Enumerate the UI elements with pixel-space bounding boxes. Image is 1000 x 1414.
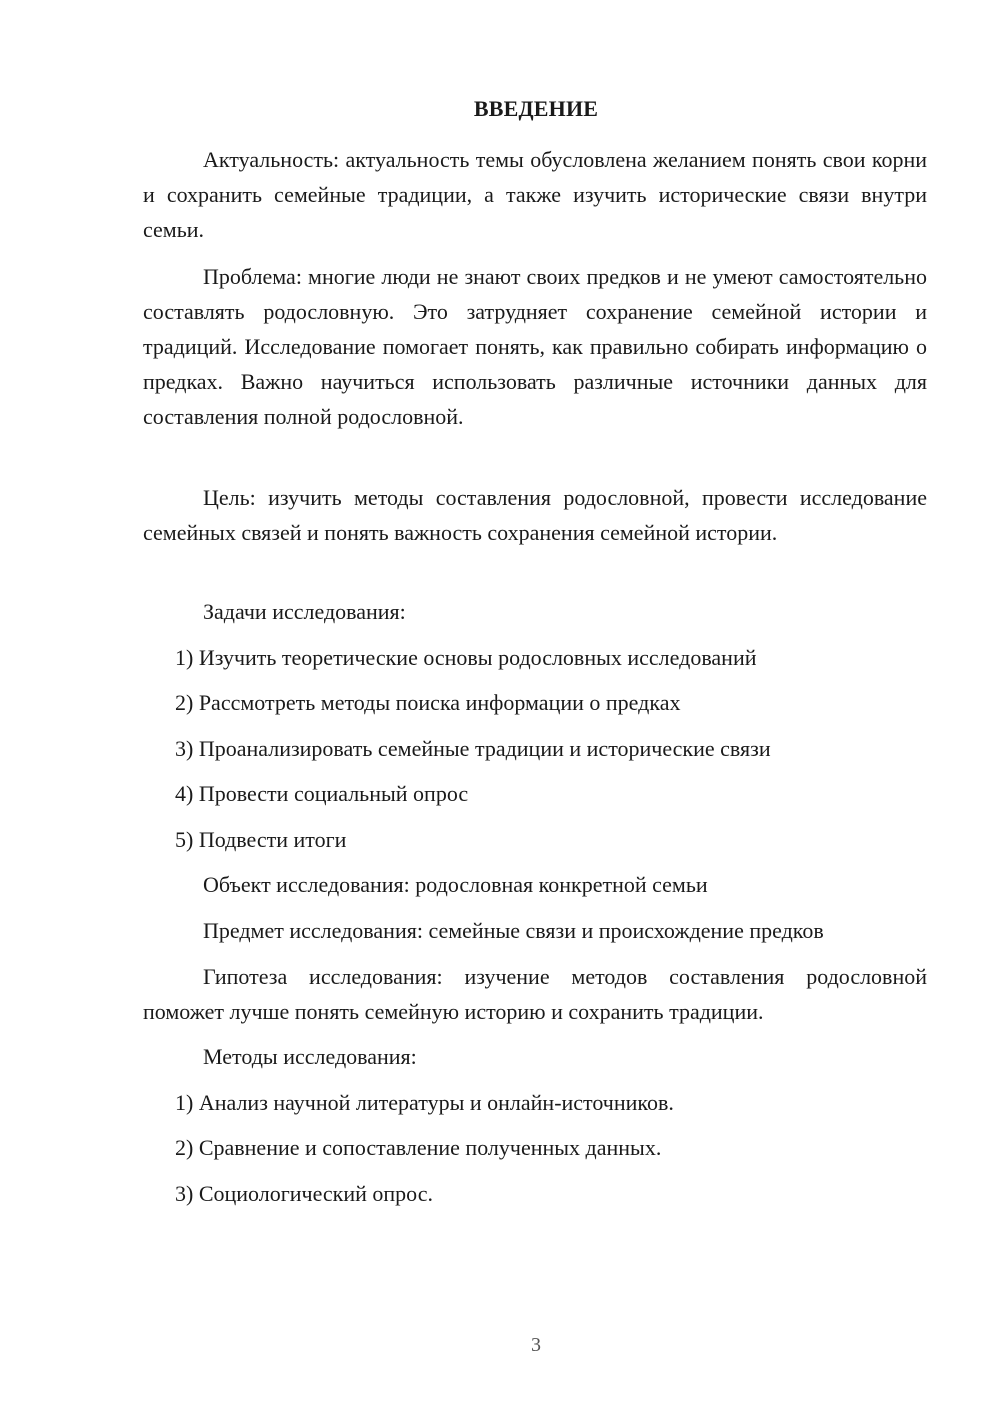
- methods-heading: Методы исследования:: [203, 1044, 417, 1069]
- page-number: 3: [531, 1334, 541, 1356]
- method-item: 2) Сравнение и сопоставление полученных данных.: [175, 1135, 662, 1160]
- task-item: 3) Проанализировать семейные традиции и исторические связи: [175, 736, 771, 761]
- section-title: ВВЕДЕНИЕ: [473, 96, 599, 121]
- hypothesis-paragraph: Гипотеза исследования: изучение методов составления родословной поможет лучше понять семейную историю и сохранить традиции.: [143, 964, 927, 1024]
- subject-line: Предмет исследования: семейные связи и происхождение предков: [203, 918, 824, 943]
- task-item: 4) Провести социальный опрос: [175, 781, 469, 806]
- object-line: Объект исследования: родословная конкретной семьи: [203, 872, 708, 897]
- goal-paragraph: Цель: изучить методы составления родословной, провести исследование семейных связей и понять важность сохранения семейной истории.: [143, 485, 927, 545]
- task-item: 1) Изучить теоретические основы родословных исследований: [175, 645, 757, 670]
- task-item: 5) Подвести итоги: [175, 827, 347, 852]
- method-item: 3) Социологический опрос.: [175, 1181, 433, 1206]
- method-item: 1) Анализ научной литературы и онлайн-источников.: [175, 1090, 674, 1115]
- tasks-heading: Задачи исследования:: [203, 599, 406, 624]
- task-item: 2) Рассмотреть методы поиска информации о предках: [175, 690, 681, 715]
- relevance-paragraph: Актуальность: актуальность темы обусловлена желанием понять свои корни и сохранить семейные традиции, а также изучить исторические связи внутри семьи.: [143, 147, 927, 242]
- problem-paragraph: Проблема: многие люди не знают своих предков и не умеют самостоятельно составлять родословную. Это затрудняет сохранение семейной истории и традиций. Исследование помогает понять, как правильно собирать информацию о предках. Важно научиться использовать различные источники данных для составления полной родословной.: [143, 264, 927, 429]
